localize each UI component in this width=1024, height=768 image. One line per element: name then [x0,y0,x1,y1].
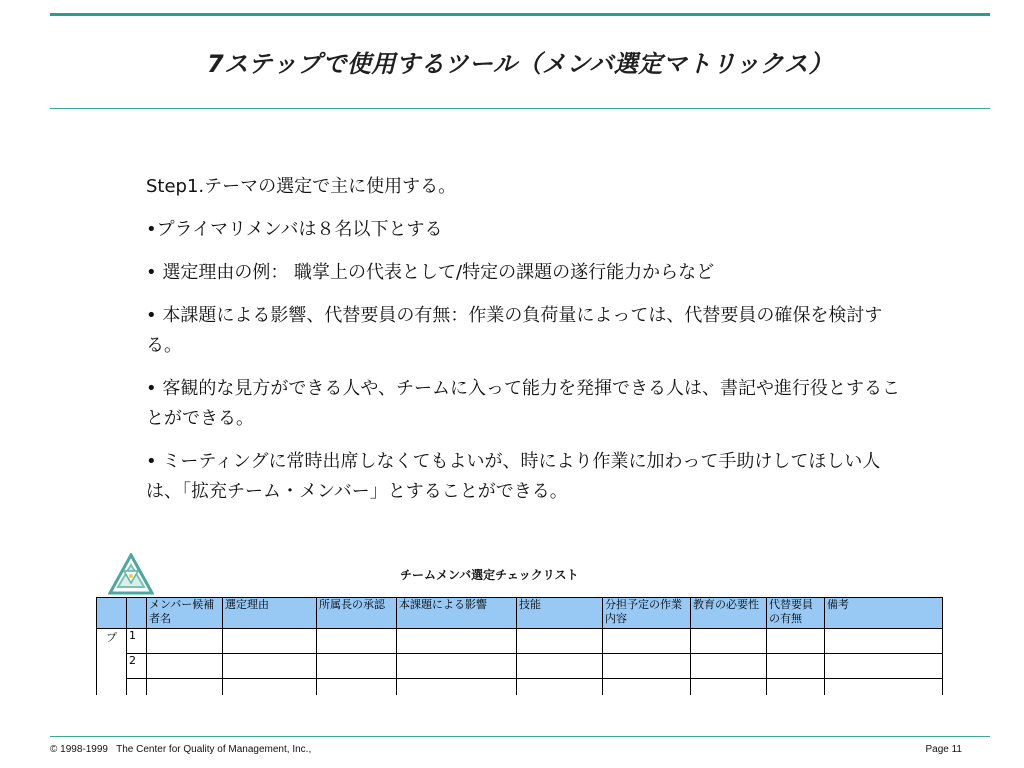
top-rule [50,13,990,16]
checklist-title: チームメンバ選定チェックリスト [400,568,579,582]
table-cell[interactable] [767,679,825,696]
table-cell[interactable] [691,654,767,679]
table-cell[interactable] [603,654,691,679]
table-cell[interactable] [397,629,517,654]
slide-title: 7ステップで使用するツール（メンバ選定マトリックス） [206,50,834,78]
row-number: 1 [127,629,147,654]
paragraph-step1: Step1.テーマの選定で主に使用する。 [146,176,457,197]
corner-cell [127,598,147,629]
paragraph-selection-reason: • 選定理由の例： 職掌上の代表として/特定の課題の遂行能力からなど [146,262,715,283]
slide-body [146,172,906,520]
cqm-logo-icon [108,553,154,597]
row-number: 2 [127,654,147,679]
table-cell[interactable] [825,654,943,679]
header-substitute: 代替要員の有無 [767,598,825,629]
table-cell[interactable] [147,654,223,679]
group-label: プ [106,631,117,644]
header-remarks: 備考 [825,598,943,629]
table-cell[interactable] [397,679,517,696]
footer-copyright: © 1998-1999 The Center for Quality of Management, Inc., [50,744,312,755]
header-row [97,598,943,629]
table-cell[interactable] [317,629,397,654]
header-candidate-name: メンバー候補者名 [147,598,223,629]
footer-rule [50,736,990,737]
paragraph-objective-view: • 客観的な見方ができる人や、チームに入って能力を発揮できる人は、書記や進行役とすることができる。 [146,378,900,429]
table-cell[interactable] [603,629,691,654]
page-number: Page 11 [925,744,962,755]
table-cell[interactable] [147,679,223,696]
checklist-table-area [96,597,944,695]
group-label-cell [97,629,127,696]
table-cell[interactable] [691,629,767,654]
checklist-table [96,597,943,695]
header-assigned-work: 分担予定の作業内容 [603,598,691,629]
title-divider [50,108,990,109]
table-row [97,654,943,679]
table-cell[interactable] [317,654,397,679]
table-cell[interactable] [147,629,223,654]
table-cell[interactable] [223,679,317,696]
table-row [97,679,943,696]
table-cell[interactable] [767,629,825,654]
table-cell[interactable] [517,629,603,654]
table-cell[interactable] [397,654,517,679]
table-cell[interactable] [603,679,691,696]
header-training-need: 教育の必要性 [691,598,767,629]
table-cell[interactable] [517,654,603,679]
table-cell[interactable] [825,679,943,696]
table-cell[interactable] [223,629,317,654]
header-impact: 本課題による影響 [397,598,517,629]
header-skills: 技能 [517,598,603,629]
header-manager-approval: 所属長の承認 [317,598,397,629]
paragraph-impact: • 本課題による影響、代替要員の有無：作業の負荷量によっては、代替要員の確保を検討する。 [146,305,883,356]
table-cell[interactable] [825,629,943,654]
corner-cell [97,598,127,629]
table-row [97,629,943,654]
table-cell[interactable] [767,654,825,679]
table-cell[interactable] [517,679,603,696]
table-cell[interactable] [317,679,397,696]
paragraph-extended-team: • ミーティングに常時出席しなくてもよいが、時により作業に加わって手助けしてほしい人は、「拡充チーム・メンバー」とすることができる。 [146,451,881,502]
header-selection-reason: 選定理由 [223,598,317,629]
table-cell[interactable] [223,654,317,679]
row-number [127,679,147,696]
table-cell[interactable] [691,679,767,696]
paragraph-primary-members: •プライマリメンバは８名以下とする [146,219,443,240]
